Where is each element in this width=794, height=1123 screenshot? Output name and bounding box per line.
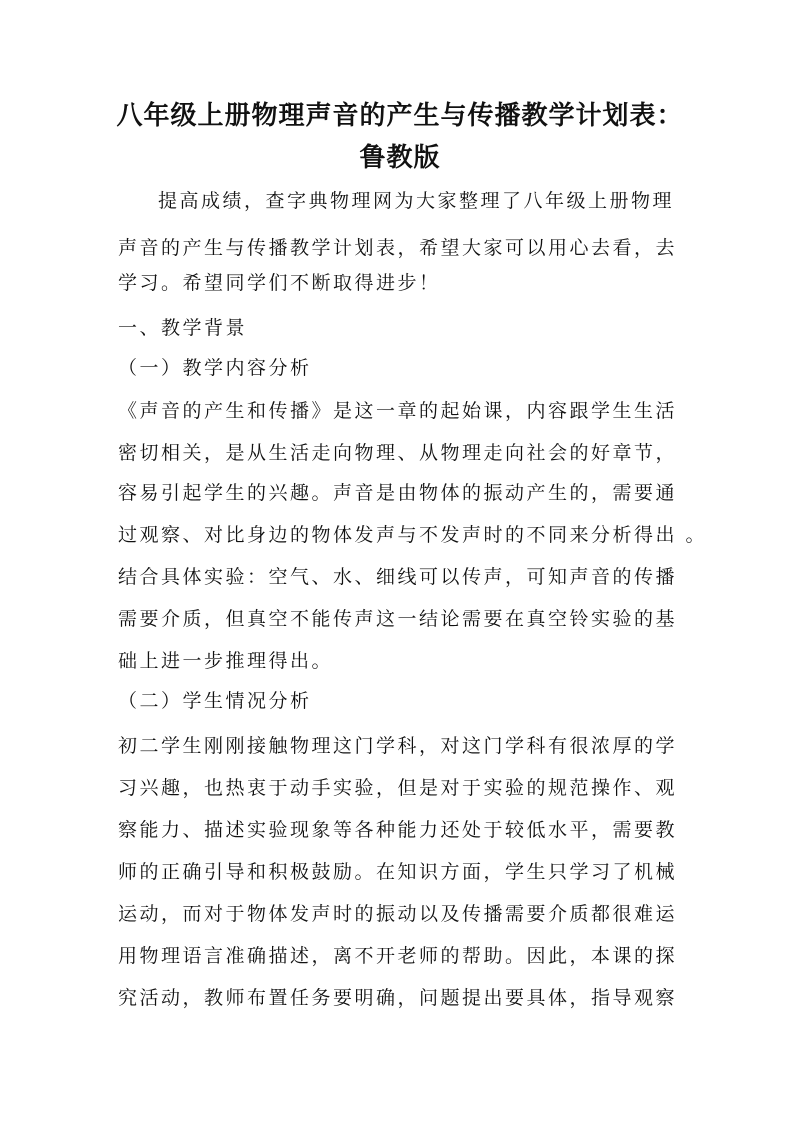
subsection-heading-content-analysis: （一）教学内容分析 — [118, 357, 312, 379]
intro-paragraph-line-1: 提高成绩，查字典物理网为大家整理了八年级上册物理 — [158, 190, 675, 212]
content-analysis-line-2: 密切相关，是从生活走向物理、从物理走向社会的好章节， — [118, 442, 678, 464]
student-analysis-line-5: 运动，而对于物体发声时的振动以及传播需要介质都很难运 — [118, 903, 678, 925]
section-heading-teaching-background: 一、教学背景 — [118, 317, 248, 339]
content-analysis-line-7: 础上进一步推理得出。 — [118, 650, 334, 672]
document-title-line-2: 鲁教版 — [359, 143, 441, 173]
content-analysis-line-4: 过观察、对比身边的物体发声与不发声时的不同来分析得出 。 — [118, 524, 708, 546]
student-analysis-line-7: 究活动，教师布置任务要明确，问题提出要具体，指导观察 — [118, 987, 678, 1009]
content-analysis-line-5: 结合具体实验：空气、水、细线可以传声，可知声音的传播 — [118, 566, 678, 588]
student-analysis-line-2: 习兴趣，也热衷于动手实验，但是对于实验的规范操作、观 — [118, 777, 678, 799]
content-analysis-line-3: 容易引起学生的兴趣。声音是由物体的振动产生的，需要通 — [118, 482, 678, 504]
student-analysis-line-1: 初二学生刚刚接触物理这门学科，对这门学科有很浓厚的学 — [118, 735, 678, 757]
intro-paragraph-line-3: 学习。希望同学们不断取得进步！ — [118, 272, 441, 294]
intro-paragraph-line-2: 声音的产生与传播教学计划表，希望大家可以用心去看，去 — [118, 237, 678, 259]
subsection-heading-student-analysis: （二）学生情况分析 — [118, 690, 312, 712]
student-analysis-line-3: 察能力、描述实验现象等各种能力还处于较低水平，需要教 — [118, 819, 678, 841]
content-analysis-line-1: 《声音的产生和传播》是这一章的起始课，内容跟学生生活 — [118, 400, 678, 422]
content-analysis-line-6: 需要介质，但真空不能传声这一结论需要在真空铃实验的基 — [118, 608, 678, 630]
student-analysis-line-6: 用物理语言准确描述，离不开老师的帮助。因此，本课的探 — [118, 945, 678, 967]
document-title-line-1: 八年级上册物理声音的产生与传播教学计划表： — [116, 101, 684, 131]
student-analysis-line-4: 师的正确引导和积极鼓励。在知识方面，学生只学习了机械 — [118, 861, 678, 883]
